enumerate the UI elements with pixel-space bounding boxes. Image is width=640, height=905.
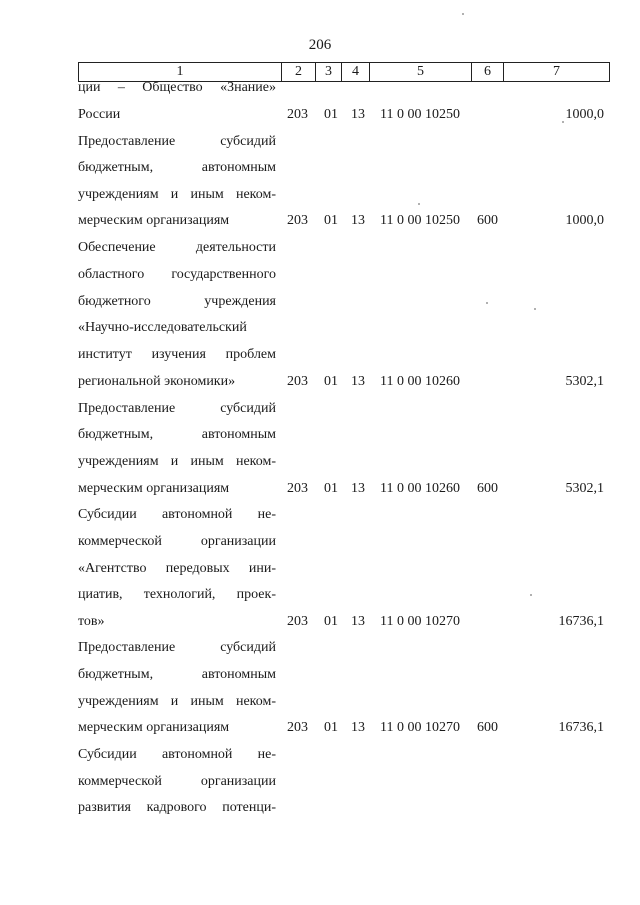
text-line: мерческим организациям [78,720,230,735]
cell-c7: 1000,0 [565,107,604,122]
text-line: циатив, технологий, проек- [78,587,276,602]
text-line: Субсидии автономной не- [78,507,276,522]
cell-c3: 01 [324,614,338,629]
scan-speck [534,308,536,310]
cell-c6 [477,372,503,392]
scan-speck [486,302,488,304]
cell-c5: 11 0 00 10270 [380,720,460,735]
cell-c5: 11 0 00 10250 [380,107,460,122]
column-header-6: 6 [472,62,504,82]
text-line: областного государственного [78,267,276,282]
cell-c4: 13 [351,481,365,496]
text-line: мерческим организациям [78,213,230,228]
cell-c2: 203 [287,213,308,228]
cell-c7: 1000,0 [565,213,604,228]
text-line: «Агентство передовых ини- [78,561,276,576]
column-header-3: 3 [316,62,342,82]
cell-c3: 01 [324,374,338,389]
cell-c4: 13 [351,374,365,389]
text-line: Предоставление субсидий [78,401,276,416]
text-line: учреждениям и иным неком- [78,187,276,202]
cell-c3: 01 [324,720,338,735]
text-line: Обеспечение деятельности [78,240,276,255]
column-header-1: 1 [78,62,282,82]
text-line: учреждениям и иным неком- [78,694,276,709]
text-line: России [78,107,121,122]
cell-c7: 16736,1 [558,614,604,629]
column-header-2: 2 [282,62,316,82]
cell-c6: 600 [477,720,498,735]
text-line: бюджетным, автономным [78,667,276,682]
column-header-7: 7 [504,62,610,82]
cell-c7: 5302,1 [565,374,604,389]
text-line: региональной экономики» [78,374,236,389]
text-line: учреждениям и иным неком- [78,454,276,469]
cell-c3: 01 [324,213,338,228]
cell-c2: 203 [287,614,308,629]
text-line: коммерческой организации [78,774,276,789]
cell-c6 [477,105,503,125]
text-line: развития кадрового потенци- [78,800,276,815]
cell-c7: 16736,1 [558,720,604,735]
scan-speck [562,121,564,123]
text-line: Предоставление субсидий [78,640,276,655]
text-line: Субсидии автономной не- [78,747,276,762]
column-header-4: 4 [342,62,370,82]
cell-c5: 11 0 00 10260 [380,374,460,389]
scan-speck [418,203,420,205]
column-header-5: 5 [370,62,472,82]
cell-c3: 01 [324,481,338,496]
page-number: 206 [308,37,332,53]
cell-c2: 203 [287,374,308,389]
text-line: мерческим организациям [78,481,230,496]
cell-c4: 13 [351,213,365,228]
text-line: тов» [78,614,105,629]
cell-c6 [477,612,503,632]
text-line: «Научно-исследовательский [78,320,247,335]
scan-speck [462,13,464,15]
text-line: институт изучения проблем [78,347,276,362]
text-line: коммерческой организации [78,534,276,549]
cell-c4: 13 [351,614,365,629]
cell-c5: 11 0 00 10250 [380,213,460,228]
text-line: бюджетным, автономным [78,427,276,442]
scan-speck [530,594,532,596]
cell-c4: 13 [351,720,365,735]
text-line: бюджетным, автономным [78,160,276,175]
text-line: ции – Общество «Знание» [78,80,276,95]
cell-c5: 11 0 00 10260 [380,481,460,496]
cell-c2: 203 [287,107,308,122]
cell-c5: 11 0 00 10270 [380,614,460,629]
cell-c3: 01 [324,107,338,122]
cell-c7: 5302,1 [565,481,604,496]
cell-c6: 600 [477,481,498,496]
cell-c4: 13 [351,107,365,122]
cell-c2: 203 [287,720,308,735]
text-line: Предоставление субсидий [78,134,276,149]
cell-c2: 203 [287,481,308,496]
text-line: бюджетного учреждения [78,294,276,309]
cell-c6: 600 [477,213,498,228]
